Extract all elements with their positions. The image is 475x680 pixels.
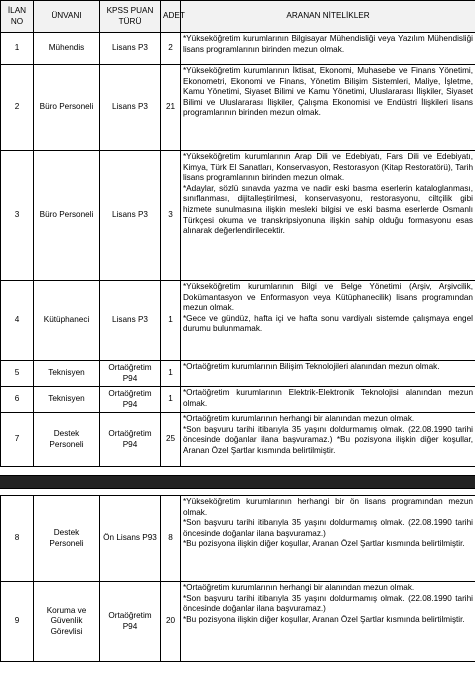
row-kpss: Ortaöğretim P94 [100, 582, 161, 662]
header-unvani: ÜNVANI [34, 1, 100, 33]
row-no: 6 [1, 387, 34, 413]
qualification-text: *Son başvuru tarihi itibarıyla 35 yaşını doldurmamış olmak. (22.08.1990 tarihi öncesinde doğanlar ilana başvuramaz.) [183, 518, 473, 538]
page-separator-band [0, 475, 475, 489]
table-row [1, 361, 475, 387]
qualification-text: *Ortaöğretim kurumlarının herhangi bir alanından mezun olmak. [183, 414, 415, 423]
qualification-text: *Yükseköğretim kurumlarının Bilgi ve Belge Yönetimi (Arşiv, Arşivcilik, Dokümantasyon ve Enformasyon veya Kütüphanecilik) lisans programından mezun olmak. [183, 282, 473, 313]
row-kpss: Ortaöğretim P94 [100, 361, 161, 387]
qualification-text: *Yükseköğretim kurumlarının Arap Dili ve Edebiyatı, Fars Dili ve Edebiyatı, Kimya, Türk El Sanatları, Konservasyon, Restorasyon (Kitap Restoratörü), Tarih lisans programlarının birinden mezun olmak. [183, 152, 473, 183]
row-qualifications [181, 65, 475, 151]
row-no: 5 [1, 361, 34, 387]
qualification-text: *Gece ve gündüz, hafta içi ve hafta sonu vardiyalı sistemde çalışmaya engel durumu bulunmamak. [183, 313, 473, 334]
row-count: 1 [161, 387, 181, 413]
row-title: Destek Personeli [34, 413, 100, 467]
row-title: Destek Personeli [34, 496, 100, 582]
qualification-text: *Ortaöğretim kurumlarının herhangi bir alanından mezun olmak. [183, 583, 415, 592]
row-no: 7 [1, 413, 34, 467]
row-qualifications [181, 413, 475, 467]
row-kpss: Lisans P3 [100, 151, 161, 281]
qualification-text: *Yükseköğretim kurumlarının Bilgisayar Mühendisliği veya Yazılım Mühendisliği lisans programlarının birinden mezun olmak. [183, 34, 473, 54]
row-qualifications [181, 496, 475, 582]
row-kpss: Ortaöğretim P94 [100, 387, 161, 413]
row-no: 1 [1, 33, 34, 65]
row-count: 21 [161, 65, 181, 151]
row-count: 3 [161, 151, 181, 281]
row-qualifications [181, 387, 475, 413]
row-count: 25 [161, 413, 181, 467]
qualification-text: *Yükseköğretim kurumlarının İktisat, Ekonomi, Muhasebe ve Finans Yönetimi, Ekonometri, Ekonomi ve Finans, Yönetim Bilişim Sistemleri, Maliye, İşletme, Kamu Yönetimi, Siyaset Bilimi ve Kamu Yönetimi, Uluslararası İlişkiler, Siyaset Bilimi ve Uluslararası İlişkiler, Çalışma Ekonomisi ve Endüstri İlişkileri lisans programlarının birinden mezun olmak. [183, 66, 473, 118]
header-adet: ADET [161, 1, 181, 33]
qualification-text: *Ortaöğretim kurumlarının Elektrik-Elektronik Teknolojisi alanından mezun olmak. [183, 388, 473, 408]
qualification-text: *Yükseköğretim kurumlarının herhangi bir ön lisans programından mezun olmak. [183, 497, 473, 517]
table-row [1, 65, 475, 151]
row-qualifications [181, 361, 475, 387]
row-count: 8 [161, 496, 181, 582]
row-count: 1 [161, 281, 181, 361]
row-no: 9 [1, 582, 34, 662]
qualification-text: *Bu pozisyona ilişkin diğer koşullar, Aranan Özel Şartlar kısmında belirtilmiştir. [183, 539, 465, 549]
row-qualifications [181, 151, 475, 281]
table-row [1, 151, 475, 281]
row-kpss: Ortaöğretim P94 [100, 413, 161, 467]
row-no: 3 [1, 151, 34, 281]
qualification-text: *Ortaöğretim kurumlarının Bilişim Teknolojileri alanından mezun olmak. [183, 362, 440, 371]
header-ilan-no: İLAN NO [1, 1, 34, 33]
row-title: Büro Personeli [34, 151, 100, 281]
row-no: 8 [1, 496, 34, 582]
row-no: 4 [1, 281, 34, 361]
table-row [1, 33, 475, 65]
positions-table-continued [0, 495, 475, 662]
row-title: Koruma ve Güvenlik Görevlisi [34, 582, 100, 662]
row-kpss: Lisans P3 [100, 281, 161, 361]
row-title: Teknisyen [34, 361, 100, 387]
table-row [1, 413, 475, 467]
row-kpss: Ön Lisans P93 [100, 496, 161, 582]
row-kpss: Lisans P3 [100, 33, 161, 65]
row-qualifications [181, 33, 475, 65]
qualification-text: *Adaylar, sözlü sınavda yazma ve nadir eski basma eserlerin kataloglanması, sınıflanması, dijitalleştirilmesi, konservasyonu, restorasyonu, ciltçilik gibi hizmete sunulmasına ilişkin mesleki bilgisi ve eski basma eserlerde Osmanlı Türkçesi okuma ve transkripsiyonuna ilişkin sahip olduğu formasyonu esas alınarak değerlendirilecektir. [183, 183, 473, 236]
table-row [1, 387, 475, 413]
row-qualifications [181, 281, 475, 361]
row-count: 1 [161, 361, 181, 387]
positions-table-header [1, 1, 475, 33]
qualification-text: *Son başvuru tarihi itibarıyla 35 yaşını doldurmamış olmak. (22.08.1990 tarihi öncesinde doğanlar ilana başvuramaz.) *Bu pozisyona ilişkin diğer koşullar, Aranan Özel Şartlar kısmında belirtilmiştir. [183, 424, 473, 455]
qualification-text: *Bu pozisyona ilişkin diğer koşullar, Aranan Özel Şartlar kısmında belirtilmiştir. [183, 614, 465, 624]
row-title: Teknisyen [34, 387, 100, 413]
row-title: Mühendis [34, 33, 100, 65]
qualification-text: *Son başvuru tarihi itibarıyla 35 yaşını doldurmamış olmak. (22.08.1990 tarihi öncesinde doğanlar ilana başvuramaz.) [183, 593, 473, 614]
row-count: 20 [161, 582, 181, 662]
row-title: Kütüphaneci [34, 281, 100, 361]
header-aranan-nitelikler: ARANAN NİTELİKLER [181, 1, 475, 33]
table-row [1, 582, 475, 662]
header-kpss: KPSS PUAN TÜRÜ [100, 1, 161, 33]
table-row [1, 281, 475, 361]
row-no: 2 [1, 65, 34, 151]
row-count: 2 [161, 33, 181, 65]
row-title: Büro Personeli [34, 65, 100, 151]
table-row [1, 496, 475, 582]
row-qualifications [181, 582, 475, 662]
row-kpss: Lisans P3 [100, 65, 161, 151]
